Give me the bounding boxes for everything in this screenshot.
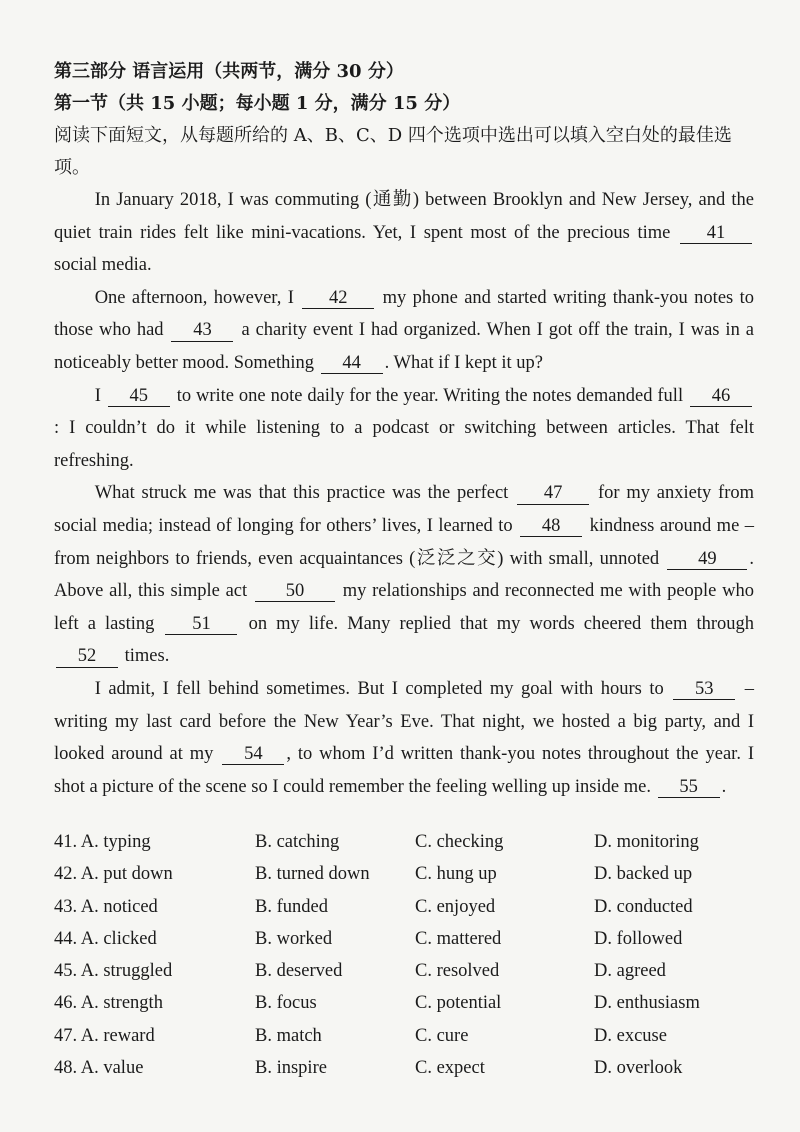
section-title: 第一节（共 15 小题；每小题 1 分，满分 15 分） xyxy=(54,93,461,114)
option-c: C. mattered xyxy=(415,928,502,949)
blank-41: 41 xyxy=(680,223,752,244)
part-title: 第三部分 语言运用（共两节，满分 30 分） xyxy=(54,61,404,82)
option-a: 47. A. reward xyxy=(54,1025,155,1046)
passage-text: . What if I kept it up? xyxy=(384,352,544,373)
passage-text: my phone and started writing thank-you notes to those who had xyxy=(54,287,754,341)
option-d: D. followed xyxy=(594,928,683,949)
blank-52: 52 xyxy=(56,646,118,667)
paragraph-1 xyxy=(54,184,754,282)
paragraph-5 xyxy=(54,673,754,803)
option-d: D. overlook xyxy=(594,1058,683,1079)
option-b: B. funded xyxy=(255,896,328,917)
option-row xyxy=(54,897,754,929)
option-a: 45. A. struggled xyxy=(54,961,173,982)
blank-46: 46 xyxy=(690,386,752,407)
passage-text: : I couldn’t do it while listening to a podcast or switching between articles. That felt refreshing. xyxy=(54,418,754,471)
passage-text: , to whom I’d written thank-you notes throughout the year. I shot a picture of the scene so I could remember the feeling welling up inside me. xyxy=(54,744,755,797)
paragraph-4 xyxy=(54,477,754,673)
option-row xyxy=(54,864,754,896)
passage-text: kindness around me – from neighbors to friends, even acquaintances (泛泛之交) with small, unnoted xyxy=(54,515,755,569)
blank-54: 54 xyxy=(222,744,284,765)
passage-text: social media. xyxy=(54,255,152,276)
option-d: D. conducted xyxy=(594,896,693,917)
option-c: C. expect xyxy=(415,1058,485,1079)
passage-text: to write one note daily for the year. Writing the notes demanded full xyxy=(176,385,684,406)
paragraph-3 xyxy=(54,380,754,478)
passage-text: . Above all, this simple act xyxy=(54,548,754,602)
blank-55: 55 xyxy=(658,777,720,798)
option-row xyxy=(54,929,754,961)
option-row xyxy=(54,1026,754,1058)
option-a: 41. A. typing xyxy=(54,832,151,852)
option-a: 43. A. noticed xyxy=(54,896,158,917)
option-row xyxy=(54,832,754,864)
option-row xyxy=(54,961,754,993)
option-b: B. match xyxy=(255,1025,322,1046)
option-d: D. backed up xyxy=(594,864,693,885)
blank-48: 48 xyxy=(520,516,582,537)
option-c: C. potential xyxy=(415,993,502,1014)
option-b: B. turned down xyxy=(255,864,370,885)
instructions: 阅读下面短文，从每题所给的 A、B、C、D 四个选项中选出可以填入空白处的最佳选项。 xyxy=(54,125,732,178)
option-b: B. focus xyxy=(255,993,317,1014)
blank-43: 43 xyxy=(171,320,233,341)
option-row xyxy=(54,993,754,1025)
option-d: D. agreed xyxy=(594,961,666,982)
cloze-passage xyxy=(54,184,754,803)
option-d: D. monitoring xyxy=(594,832,699,852)
passage-text: I xyxy=(94,385,101,406)
passage-text: my relationships and reconnected me with people who left a lasting xyxy=(54,581,755,634)
option-a: 48. A. value xyxy=(54,1058,144,1079)
option-a: 44. A. clicked xyxy=(54,928,157,949)
passage-text: . xyxy=(721,776,727,797)
option-c: C. hung up xyxy=(415,864,497,885)
blank-42: 42 xyxy=(302,288,374,309)
option-a: 42. A. put down xyxy=(54,864,173,885)
option-b: B. catching xyxy=(255,832,340,852)
blank-50: 50 xyxy=(255,581,335,602)
option-a: 46. A. strength xyxy=(54,993,163,1014)
passage-text: – writing my last card before the New Year’s Eve. That night, we hosted a big party, and I looked around at my xyxy=(54,678,755,765)
passage-text: I admit, I fell behind sometimes. But I completed my goal with hours to xyxy=(94,678,664,699)
blank-44: 44 xyxy=(321,353,383,374)
option-b: B. deserved xyxy=(255,961,343,982)
exam-page xyxy=(54,56,754,803)
blank-51: 51 xyxy=(165,614,237,635)
option-c: C. cure xyxy=(415,1025,469,1046)
passage-text: In January 2018, I was commuting (通勤) between Brooklyn and New Jersey, and the quiet train rides felt like mini-vacations. Yet, I spent most of the precious time xyxy=(54,190,754,243)
answer-options xyxy=(54,832,754,1090)
passage-text: on my life. Many replied that my words cheered them through xyxy=(248,613,755,634)
option-b: B. inspire xyxy=(255,1058,327,1079)
passage-text: a charity event I had organized. When I got off the train, I was in a noticeably better mood. Something xyxy=(54,320,754,373)
blank-49: 49 xyxy=(667,549,747,570)
blank-47: 47 xyxy=(517,483,589,504)
blank-53: 53 xyxy=(673,679,735,700)
passage-text: times. xyxy=(124,646,170,667)
option-c: C. checking xyxy=(415,832,504,852)
option-d: D. excuse xyxy=(594,1025,667,1046)
option-c: C. enjoyed xyxy=(415,896,496,917)
option-d: D. enthusiasm xyxy=(594,993,700,1014)
option-c: C. resolved xyxy=(415,961,500,982)
option-b: B. worked xyxy=(255,928,333,949)
option-row xyxy=(54,1058,754,1090)
passage-text: What struck me was that this practice was the perfect xyxy=(94,483,509,504)
paragraph-2 xyxy=(54,282,754,380)
passage-text: for my anxiety from social media; instead of longing for others’ lives, I learned to xyxy=(54,483,755,536)
blank-45: 45 xyxy=(108,386,170,407)
passage-text: One afternoon, however, I xyxy=(94,287,294,308)
